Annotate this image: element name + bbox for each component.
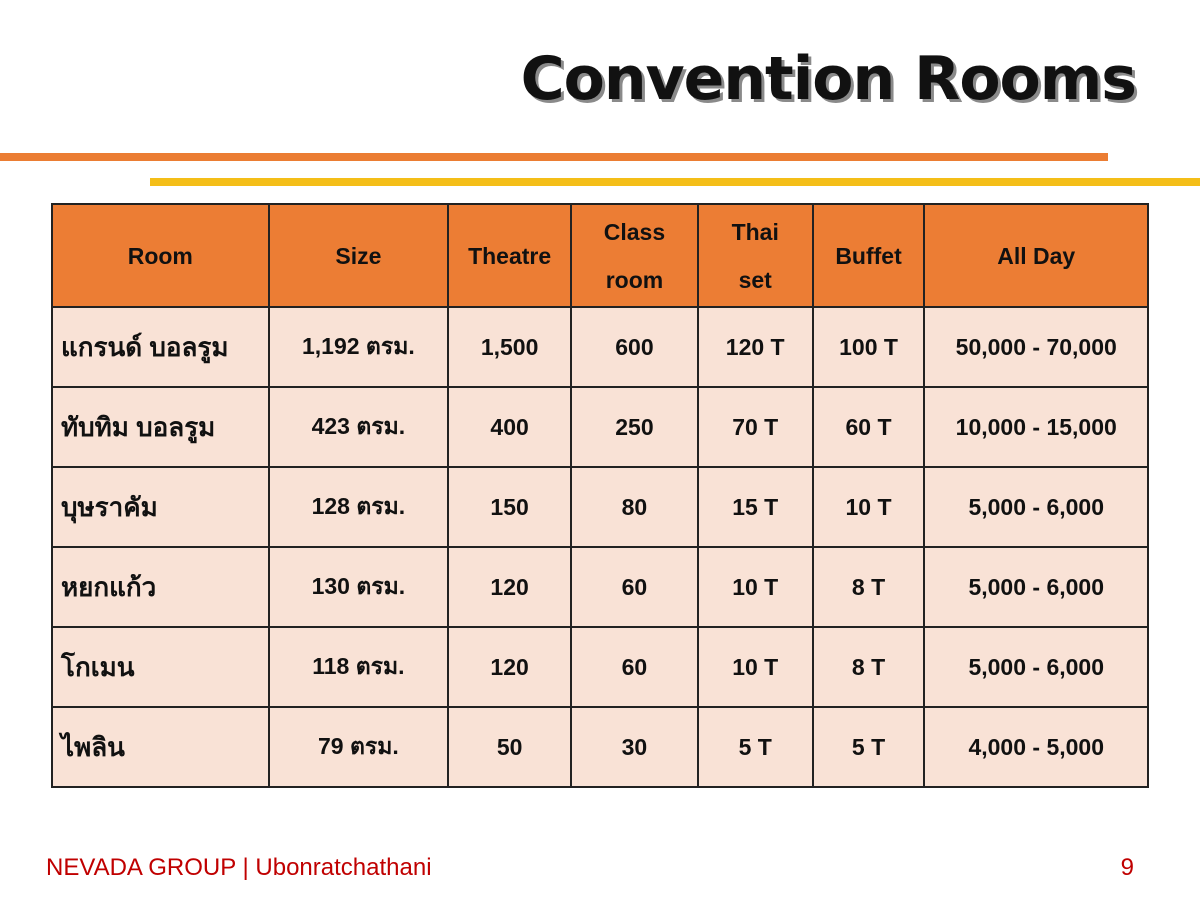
cell-thai-set: 5 T xyxy=(698,707,813,787)
cell-classroom: 60 xyxy=(571,627,698,707)
cell-theatre: 50 xyxy=(448,707,571,787)
cell-buffet: 100 T xyxy=(813,307,925,387)
cell-room: บุษราคัม xyxy=(52,467,269,547)
cell-all-day: 5,000 - 6,000 xyxy=(924,627,1148,707)
cell-theatre: 400 xyxy=(448,387,571,467)
cell-size: 79 ตรม. xyxy=(269,707,449,787)
cell-classroom: 60 xyxy=(571,547,698,627)
cell-thai-set: 10 T xyxy=(698,627,813,707)
header-room: Room xyxy=(52,204,269,307)
cell-theatre: 150 xyxy=(448,467,571,547)
cell-classroom: 30 xyxy=(571,707,698,787)
cell-buffet: 5 T xyxy=(813,707,925,787)
cell-thai-set: 70 T xyxy=(698,387,813,467)
table-row xyxy=(52,387,1148,467)
header-classroom: Class room xyxy=(571,204,698,307)
header-size: Size xyxy=(269,204,449,307)
table-row xyxy=(52,627,1148,707)
yellow-divider xyxy=(150,178,1200,186)
table-header-row xyxy=(52,204,1148,307)
cell-all-day: 5,000 - 6,000 xyxy=(924,467,1148,547)
cell-classroom: 250 xyxy=(571,387,698,467)
cell-size: 118 ตรม. xyxy=(269,627,449,707)
cell-all-day: 5,000 - 6,000 xyxy=(924,547,1148,627)
cell-theatre: 1,500 xyxy=(448,307,571,387)
cell-classroom: 600 xyxy=(571,307,698,387)
header-theatre: Theatre xyxy=(448,204,571,307)
cell-thai-set: 10 T xyxy=(698,547,813,627)
cell-theatre: 120 xyxy=(448,627,571,707)
table-row xyxy=(52,707,1148,787)
convention-rooms-table xyxy=(51,203,1149,788)
header-all-day: All Day xyxy=(924,204,1148,307)
cell-room: ไพลิน xyxy=(52,707,269,787)
table-row xyxy=(52,307,1148,387)
footer-company: NEVADA GROUP | Ubonratchathani xyxy=(46,854,432,881)
cell-room: หยกแก้ว xyxy=(52,547,269,627)
cell-room: แกรนด์ บอลรูม xyxy=(52,307,269,387)
page-title: Convention Rooms xyxy=(520,44,1136,114)
header-buffet: Buffet xyxy=(813,204,925,307)
orange-divider xyxy=(0,153,1108,161)
cell-classroom: 80 xyxy=(571,467,698,547)
cell-buffet: 8 T xyxy=(813,547,925,627)
cell-all-day: 10,000 - 15,000 xyxy=(924,387,1148,467)
header-thai-set: Thai set xyxy=(698,204,813,307)
table-row xyxy=(52,467,1148,547)
cell-thai-set: 15 T xyxy=(698,467,813,547)
page-number: 9 xyxy=(1120,854,1134,881)
cell-size: 423 ตรม. xyxy=(269,387,449,467)
cell-buffet: 60 T xyxy=(813,387,925,467)
cell-thai-set: 120 T xyxy=(698,307,813,387)
cell-room: ทับทิม บอลรูม xyxy=(52,387,269,467)
cell-theatre: 120 xyxy=(448,547,571,627)
cell-room: โกเมน xyxy=(52,627,269,707)
cell-size: 130 ตรม. xyxy=(269,547,449,627)
cell-all-day: 50,000 - 70,000 xyxy=(924,307,1148,387)
cell-buffet: 8 T xyxy=(813,627,925,707)
cell-size: 128 ตรม. xyxy=(269,467,449,547)
cell-buffet: 10 T xyxy=(813,467,925,547)
table-row xyxy=(52,547,1148,627)
cell-all-day: 4,000 - 5,000 xyxy=(924,707,1148,787)
cell-size: 1,192 ตรม. xyxy=(269,307,449,387)
